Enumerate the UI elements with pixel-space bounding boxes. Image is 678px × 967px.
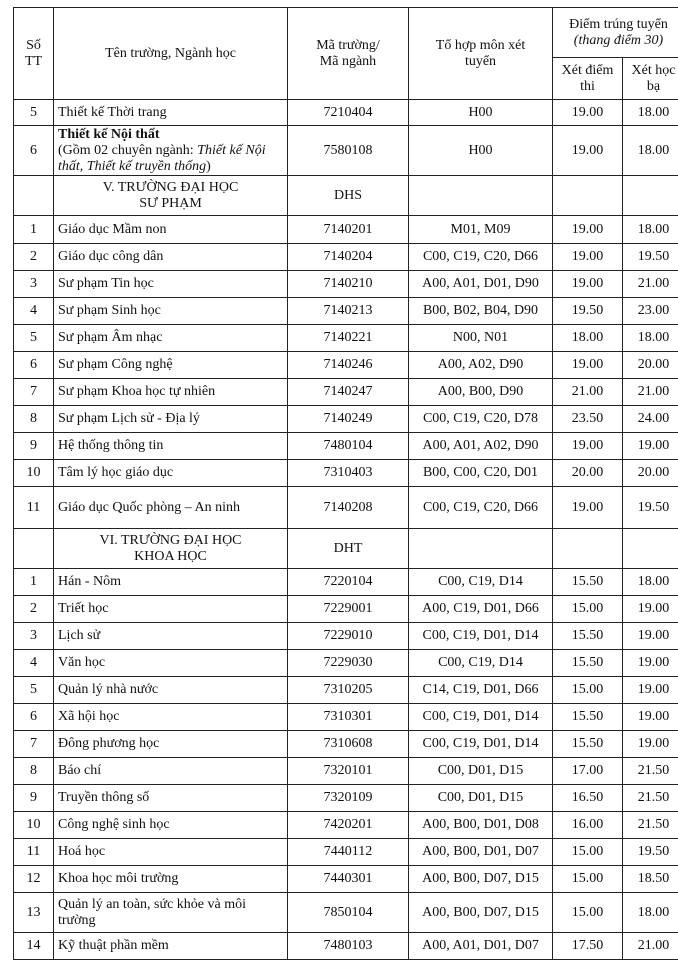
record-score: 19.50 xyxy=(623,244,678,271)
major-code: 7220104 xyxy=(288,569,409,596)
header-name: Tên trường, Ngành học xyxy=(54,8,288,100)
table-row xyxy=(14,785,678,812)
table-row xyxy=(14,677,678,704)
table-row xyxy=(14,352,678,379)
row-stt: 1 xyxy=(14,569,54,596)
record-score: 19.00 xyxy=(623,596,678,623)
row-stt: 2 xyxy=(14,596,54,623)
subject-combination: C00, D01, D15 xyxy=(409,785,553,812)
subject-combination: C00, C19, C20, D66 xyxy=(409,487,553,529)
row-stt: 9 xyxy=(14,785,54,812)
major-name: Truyền thông số xyxy=(54,785,288,812)
subject-combination: C00, C19, D01, D14 xyxy=(409,731,553,758)
major-code: 7440112 xyxy=(288,839,409,866)
row-stt: 3 xyxy=(14,623,54,650)
row-stt: 10 xyxy=(14,812,54,839)
subject-combination: A00, B00, D07, D15 xyxy=(409,866,553,893)
major-code: 7420201 xyxy=(288,812,409,839)
exam-score: 15.00 xyxy=(553,866,623,893)
subject-combination: C14, C19, D01, D66 xyxy=(409,677,553,704)
major-name: Hoá học xyxy=(54,839,288,866)
table-row xyxy=(14,704,678,731)
exam-score: 21.00 xyxy=(553,379,623,406)
major-code: 7140247 xyxy=(288,379,409,406)
major-code: 7229030 xyxy=(288,650,409,677)
subject-combination: B00, C00, C20, D01 xyxy=(409,460,553,487)
major-name: Quản lý an toàn, sức khỏe và môi trường xyxy=(54,893,288,933)
record-score: 19.00 xyxy=(623,433,678,460)
table-row xyxy=(14,487,678,529)
exam-score: 19.50 xyxy=(553,298,623,325)
row-stt: 8 xyxy=(14,758,54,785)
record-score: 24.00 xyxy=(623,406,678,433)
major-name: Khoa học môi trường xyxy=(54,866,288,893)
major-name: Sư phạm Khoa học tự nhiên xyxy=(54,379,288,406)
major-code: 7310301 xyxy=(288,704,409,731)
exam-score: 15.50 xyxy=(553,623,623,650)
row-stt: 2 xyxy=(14,244,54,271)
major-note-suffix: ) xyxy=(206,158,211,174)
row-stt: 9 xyxy=(14,433,54,460)
exam-score: 16.00 xyxy=(553,812,623,839)
major-code: 7580108 xyxy=(288,126,409,176)
subject-combination: B00, B02, B04, D90 xyxy=(409,298,553,325)
major-name: Kỹ thuật phần mềm xyxy=(54,933,288,960)
major-name: Tâm lý học giáo dục xyxy=(54,460,288,487)
major-name: Hán - Nôm xyxy=(54,569,288,596)
table-row xyxy=(14,406,678,433)
exam-score: 19.00 xyxy=(553,244,623,271)
section-exam xyxy=(553,176,623,216)
major-name: Sư phạm Sinh học xyxy=(54,298,288,325)
subject-combination: H00 xyxy=(409,100,553,126)
subject-combination: A00, A02, D90 xyxy=(409,352,553,379)
admission-scores-table xyxy=(13,7,678,960)
header-score-scale: (thang điểm 30) xyxy=(573,32,664,48)
major-note-italic: Thiết kế Nội thất, Thiết kế truyền thống xyxy=(58,142,266,174)
record-score: 21.50 xyxy=(623,812,678,839)
row-stt: 11 xyxy=(14,487,54,529)
exam-score: 23.50 xyxy=(553,406,623,433)
major-name: Thiết kế Thời trang xyxy=(54,100,288,126)
exam-score: 19.00 xyxy=(553,271,623,298)
major-name: Hệ thống thông tin xyxy=(54,433,288,460)
exam-score: 19.00 xyxy=(553,100,623,126)
section-record xyxy=(623,176,678,216)
major-name: Lịch sử xyxy=(54,623,288,650)
exam-score: 20.00 xyxy=(553,460,623,487)
major-code: 7140249 xyxy=(288,406,409,433)
record-score: 19.00 xyxy=(623,623,678,650)
exam-score: 17.50 xyxy=(553,933,623,960)
subject-combination: C00, C19, C20, D78 xyxy=(409,406,553,433)
row-stt: 5 xyxy=(14,677,54,704)
table-row xyxy=(14,596,678,623)
record-score: 18.00 xyxy=(623,100,678,126)
record-score: 19.50 xyxy=(623,839,678,866)
subject-combination: C00, C19, D01, D14 xyxy=(409,704,553,731)
row-stt: 10 xyxy=(14,460,54,487)
subject-combination: C00, C19, C20, D66 xyxy=(409,244,553,271)
record-score: 18.50 xyxy=(623,866,678,893)
major-name: Thiết kế Nội thất xyxy=(58,126,160,142)
major-name: Sư phạm Công nghệ xyxy=(54,352,288,379)
major-code: 7140204 xyxy=(288,244,409,271)
record-score: 18.00 xyxy=(623,569,678,596)
section-stt xyxy=(14,529,54,569)
exam-score: 19.00 xyxy=(553,487,623,529)
major-code: 7140221 xyxy=(288,325,409,352)
subject-combination: M01, M09 xyxy=(409,216,553,244)
major-name: Văn học xyxy=(54,650,288,677)
row-stt: 14 xyxy=(14,933,54,960)
major-code: 7320109 xyxy=(288,785,409,812)
exam-score: 15.50 xyxy=(553,704,623,731)
subject-combination: A00, B00, D90 xyxy=(409,379,553,406)
major-name: Công nghệ sinh học xyxy=(54,812,288,839)
record-score: 18.00 xyxy=(623,893,678,933)
exam-score: 15.50 xyxy=(553,650,623,677)
table-row xyxy=(14,433,678,460)
major-code: 7140208 xyxy=(288,487,409,529)
row-stt: 4 xyxy=(14,298,54,325)
table-row xyxy=(14,866,678,893)
table-row xyxy=(14,460,678,487)
record-score: 19.00 xyxy=(623,677,678,704)
major-code: 7210404 xyxy=(288,100,409,126)
section-title: V. TRƯỜNG ĐẠI HỌC SƯ PHẠM xyxy=(54,176,288,216)
major-name-cell xyxy=(54,126,288,176)
row-stt: 6 xyxy=(14,704,54,731)
record-score: 20.00 xyxy=(623,352,678,379)
row-stt: 7 xyxy=(14,731,54,758)
record-score: 21.00 xyxy=(623,933,678,960)
major-code: 7310403 xyxy=(288,460,409,487)
subject-combination: A00, A01, D01, D07 xyxy=(409,933,553,960)
record-score: 19.50 xyxy=(623,487,678,529)
record-score: 21.50 xyxy=(623,785,678,812)
header-combo: Tổ hợp môn xét tuyển xyxy=(409,8,553,100)
major-code: 7480103 xyxy=(288,933,409,960)
exam-score: 16.50 xyxy=(553,785,623,812)
major-code: 7480104 xyxy=(288,433,409,460)
major-name: Giáo dục Mầm non xyxy=(54,216,288,244)
record-score: 23.00 xyxy=(623,298,678,325)
section-exam xyxy=(553,529,623,569)
exam-score: 15.50 xyxy=(553,569,623,596)
major-code: 7140246 xyxy=(288,352,409,379)
major-name: Sư phạm Lịch sử - Địa lý xyxy=(54,406,288,433)
section-title: VI. TRƯỜNG ĐẠI HỌC KHOA HỌC xyxy=(54,529,288,569)
exam-score: 19.00 xyxy=(553,216,623,244)
table-row xyxy=(14,623,678,650)
major-name: Giáo dục Quốc phòng – An ninh xyxy=(54,487,288,529)
section-combo xyxy=(409,529,553,569)
table-row xyxy=(14,731,678,758)
record-score: 19.00 xyxy=(623,704,678,731)
record-score: 21.50 xyxy=(623,758,678,785)
exam-score: 15.50 xyxy=(553,731,623,758)
table-row xyxy=(14,758,678,785)
record-score: 21.00 xyxy=(623,271,678,298)
subject-combination: A00, B00, D07, D15 xyxy=(409,893,553,933)
record-score: 18.00 xyxy=(623,216,678,244)
table-row xyxy=(14,126,678,176)
row-stt: 7 xyxy=(14,379,54,406)
table-row xyxy=(14,933,678,960)
row-stt: 6 xyxy=(14,126,54,176)
subject-combination: N00, N01 xyxy=(409,325,553,352)
major-name: Quản lý nhà nước xyxy=(54,677,288,704)
row-stt: 12 xyxy=(14,866,54,893)
major-code: 7229010 xyxy=(288,623,409,650)
table-row xyxy=(14,812,678,839)
exam-score: 19.00 xyxy=(553,126,623,176)
subject-combination: A00, A01, D01, D90 xyxy=(409,271,553,298)
row-stt: 6 xyxy=(14,352,54,379)
header-exam: Xét điểm thi xyxy=(553,58,623,100)
record-score: 18.00 xyxy=(623,126,678,176)
subject-combination: A00, A01, A02, D90 xyxy=(409,433,553,460)
table-row xyxy=(14,893,678,933)
major-name: Giáo dục công dân xyxy=(54,244,288,271)
section-stt xyxy=(14,176,54,216)
header-score-title: Điểm trúng tuyển xyxy=(569,16,668,32)
table-row xyxy=(14,271,678,298)
major-code: 7140210 xyxy=(288,271,409,298)
major-code: 7320101 xyxy=(288,758,409,785)
table-row xyxy=(14,216,678,244)
major-name: Triết học xyxy=(54,596,288,623)
table-row xyxy=(14,839,678,866)
subject-combination: C00, C19, D01, D14 xyxy=(409,623,553,650)
row-stt: 1 xyxy=(14,216,54,244)
table-body xyxy=(14,100,678,960)
section-code: DHS xyxy=(288,176,409,216)
table-row xyxy=(14,650,678,677)
major-code: 7140201 xyxy=(288,216,409,244)
table-row xyxy=(14,569,678,596)
table-row xyxy=(14,298,678,325)
table-row xyxy=(14,100,678,126)
major-note xyxy=(58,143,283,175)
record-score: 19.00 xyxy=(623,731,678,758)
table-row xyxy=(14,244,678,271)
exam-score: 15.00 xyxy=(553,893,623,933)
subject-combination: C00, D01, D15 xyxy=(409,758,553,785)
header-record: Xét học bạ xyxy=(623,58,678,100)
subject-combination: A00, B00, D01, D08 xyxy=(409,812,553,839)
header-stt: Số TT xyxy=(14,8,54,100)
major-name: Sư phạm Tin học xyxy=(54,271,288,298)
section-row xyxy=(14,529,678,569)
header-code: Mã trường/ Mã ngành xyxy=(288,8,409,100)
major-code: 7850104 xyxy=(288,893,409,933)
exam-score: 15.00 xyxy=(553,596,623,623)
major-name: Xã hội học xyxy=(54,704,288,731)
header-score-group xyxy=(553,8,678,58)
major-code: 7440301 xyxy=(288,866,409,893)
exam-score: 17.00 xyxy=(553,758,623,785)
row-stt: 8 xyxy=(14,406,54,433)
exam-score: 19.00 xyxy=(553,352,623,379)
major-name: Báo chí xyxy=(54,758,288,785)
major-code: 7310205 xyxy=(288,677,409,704)
table-row xyxy=(14,325,678,352)
subject-combination: A00, C19, D01, D66 xyxy=(409,596,553,623)
row-stt: 13 xyxy=(14,893,54,933)
section-code: DHT xyxy=(288,529,409,569)
record-score: 20.00 xyxy=(623,460,678,487)
row-stt: 4 xyxy=(14,650,54,677)
major-name: Đông phương học xyxy=(54,731,288,758)
section-record xyxy=(623,529,678,569)
record-score: 18.00 xyxy=(623,325,678,352)
major-name: Sư phạm Âm nhạc xyxy=(54,325,288,352)
table-header xyxy=(14,8,678,100)
subject-combination: H00 xyxy=(409,126,553,176)
subject-combination: A00, B00, D01, D07 xyxy=(409,839,553,866)
major-code: 7229001 xyxy=(288,596,409,623)
row-stt: 11 xyxy=(14,839,54,866)
row-stt: 3 xyxy=(14,271,54,298)
table-row xyxy=(14,379,678,406)
exam-score: 19.00 xyxy=(553,433,623,460)
exam-score: 15.00 xyxy=(553,839,623,866)
exam-score: 18.00 xyxy=(553,325,623,352)
exam-score: 15.00 xyxy=(553,677,623,704)
section-combo xyxy=(409,176,553,216)
major-code: 7140213 xyxy=(288,298,409,325)
subject-combination: C00, C19, D14 xyxy=(409,650,553,677)
row-stt: 5 xyxy=(14,100,54,126)
major-note-prefix: (Gồm 02 chuyên ngành: xyxy=(58,142,198,158)
subject-combination: C00, C19, D14 xyxy=(409,569,553,596)
record-score: 19.00 xyxy=(623,650,678,677)
section-row xyxy=(14,176,678,216)
row-stt: 5 xyxy=(14,325,54,352)
record-score: 21.00 xyxy=(623,379,678,406)
major-code: 7310608 xyxy=(288,731,409,758)
